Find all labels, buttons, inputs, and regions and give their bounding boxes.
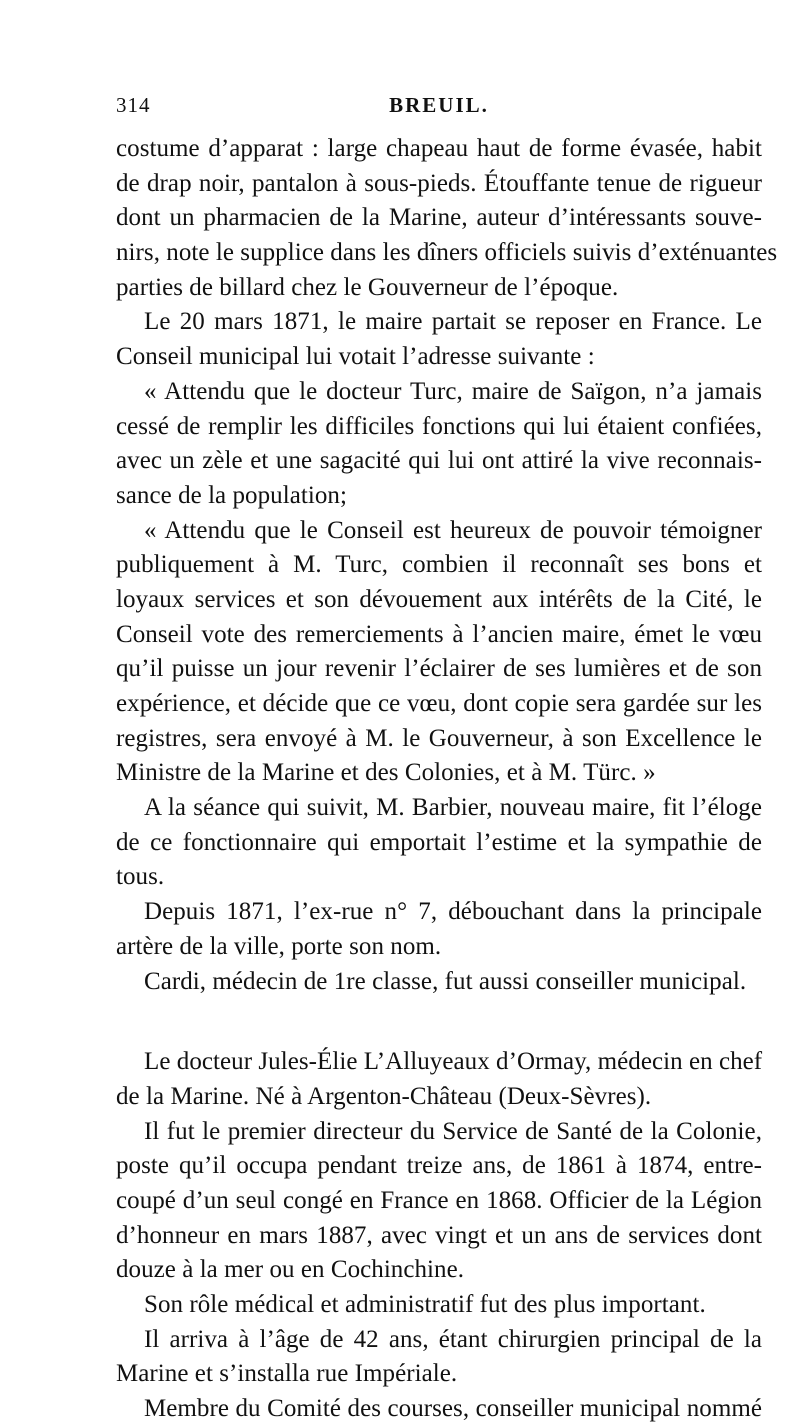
- text-line: expérience, et décide que ce vœu, dont copie sera gardée sur les: [116, 690, 762, 717]
- page-number: 314: [116, 93, 151, 117]
- text-line: Depuis 1871, l’ex-rue n° 7, débouchant dans la principale: [144, 898, 762, 926]
- text-line: artère de la ville, porte son nom.: [116, 932, 442, 960]
- text-line: costume d’apparat : large chapeau haut de forme évasée, habit: [116, 135, 762, 162]
- text-line: parties de billard chez le Gouverneur de l’époque.: [116, 273, 619, 301]
- text-line: « Attendu que le docteur Turc, maire de Saïgon, n’a jamais: [144, 377, 762, 405]
- text-line: nirs, note le supplice dans les dîners officiels suivis d’exténuantes: [116, 239, 778, 267]
- text-line: douze à la mer ou en Cochinchine.: [116, 1256, 465, 1284]
- text-line: Cardi, médecin de 1re classe, fut aussi conseiller municipal.: [144, 967, 747, 995]
- text-line: avec un zèle et une sagacité qui lui ont attiré la vive reconnais-: [116, 447, 762, 475]
- text-line: sance de la population;: [116, 481, 347, 509]
- text-line: cessé de remplir les difficiles fonctions qui lui étaient confiées,: [116, 412, 762, 440]
- text-line: publiquement à M. Turc, combien il reconnaît ses bons et: [116, 551, 762, 579]
- text-line: Ministre de la Marine et des Colonies, et à M. Türc. »: [116, 759, 656, 787]
- text-line: Membre du Comité des courses, conseiller municipal nommé: [144, 1395, 762, 1423]
- text-line: d’honneur en mars 1887, avec vingt et un ans de services dont: [116, 1221, 762, 1249]
- text-line: tous.: [116, 863, 165, 891]
- page-header: [116, 93, 762, 123]
- text-line: de drap noir, pantalon à sous-pieds. Étouffante tenue de rigueur: [116, 169, 762, 197]
- text-line: Il fut le premier directeur du Service de Santé de la Colonie,: [144, 1117, 762, 1145]
- text-line: Conseil municipal lui votait l’adresse suivante :: [116, 343, 595, 371]
- body-text: [116, 132, 778, 1427]
- text-line: loyaux services et son dévouement aux intérêts de la Cité, le: [116, 585, 762, 613]
- text-line: dont un pharmacien de la Marine, auteur d’intéressants souve-: [116, 204, 762, 232]
- text-line: Son rôle médical et administratif fut des plus important.: [144, 1291, 706, 1318]
- text-line: Il arriva à l’âge de 42 ans, étant chirurgien principal de la: [144, 1325, 762, 1353]
- text-line: « Attendu que le Conseil est heureux de pouvoir témoigner: [144, 516, 762, 544]
- text-line: registres, sera envoyé à M. le Gouverneur, à son Excellence le: [116, 724, 762, 752]
- running-head: BREUIL.: [389, 93, 489, 117]
- text-line: Conseil vote des remerciements à l’ancien maire, émet le vœu: [116, 620, 762, 648]
- text-line: de ce fonctionnaire qui emportait l’estime et la sympathie de: [116, 828, 762, 856]
- text-line: poste qu’il occupa pendant treize ans, de 1861 à 1874, entre-: [116, 1152, 762, 1180]
- text-line: coupé d’un seul congé en France en 1868. Officier de la Légion: [116, 1186, 762, 1214]
- text-line: Le 20 mars 1871, le maire partait se reposer en France. Le: [144, 308, 762, 336]
- text-line: A la séance qui suivit, M. Barbier, nouveau maire, fit l’éloge: [144, 794, 762, 822]
- text-line: de la Marine. Né à Argenton-Château (Deux-Sèvres).: [116, 1082, 652, 1110]
- text-line: Le docteur Jules-Élie L’Alluyeaux d’Ormay, médecin en chef: [144, 1048, 763, 1076]
- text-line: Marine et s’installa rue Impériale.: [116, 1360, 458, 1388]
- section-gap: [116, 999, 762, 1045]
- text-line: qu’il puisse un jour revenir l’éclairer de ses lumières et de son: [116, 655, 762, 683]
